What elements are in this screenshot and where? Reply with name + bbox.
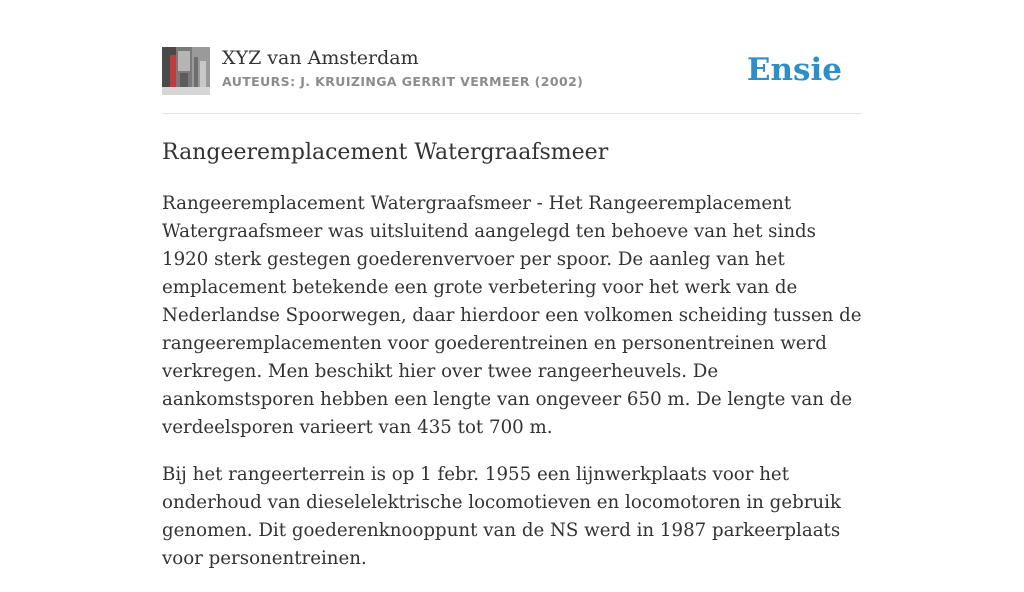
book-cover-image xyxy=(162,47,210,95)
entry-paragraph: Rangeeremplacement Watergraafsmeer - Het Rangeeremplacement Watergraafsmeer was uitsluitend aangelegd ten behoeve van het sinds 1920 sterk gestegen goederenvervoer per spoor. De aanleg van het emplacement betekende een grote verbetering voor het werk van de Nederlandse Spoorwegen, daar hierdoor een volkomen scheiding tussen de rangeeremplacementen voor goederentreinen en personentreinen werd verkregen. Men beschikt hier over twee rangeerheuvels. De aankomstsporen hebben een lengte van ongeveer 650 m. De lengte van de verdeelsporen varieert van 435 tot 700 m. xyxy=(162,193,862,438)
book-cover-thumbnail-icon[interactable] xyxy=(162,47,210,95)
header-divider xyxy=(162,113,862,114)
ensie-logo[interactable]: Ensie xyxy=(746,52,842,88)
entry-paragraph: Bij het rangeerterrein is op 1 febr. 1955 een lijnwerkplaats voor het onderhoud van dieselelektrische locomotieven en locomotoren in gebruik genomen. Dit goederenknooppunt van de NS werd in 1987 parkeerplaats voor personentreinen. xyxy=(162,464,841,569)
book-header xyxy=(162,46,862,96)
entry-body xyxy=(162,190,866,592)
book-authors: AUTEURS: J. KRUIZINGA GERRIT VERMEER (2002) xyxy=(222,74,584,89)
book-title[interactable]: XYZ van Amsterdam xyxy=(222,47,419,69)
entry-title: Rangeeremplacement Watergraafsmeer xyxy=(162,140,609,165)
